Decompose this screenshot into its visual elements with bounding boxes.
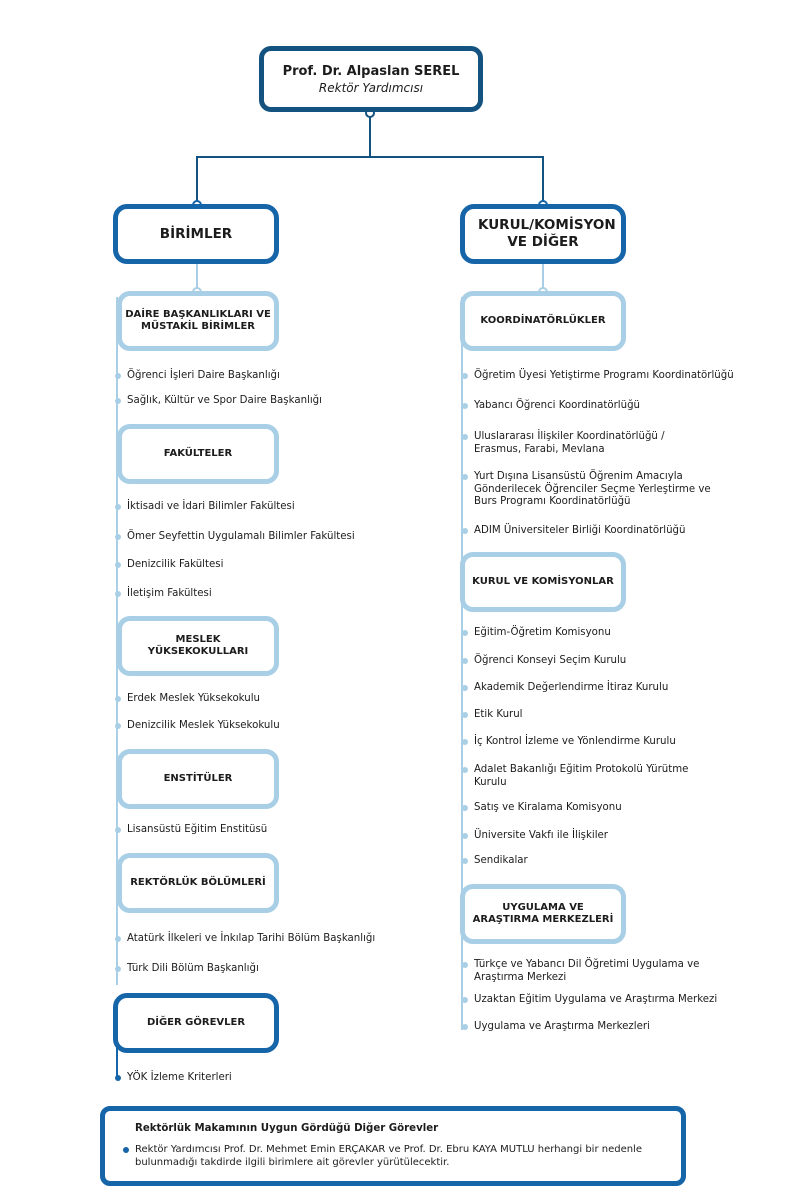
list-item: Üniversite Vakfı ile İlişkiler bbox=[474, 830, 608, 841]
list-item: Türk Dili Bölüm Başkanlığı bbox=[127, 963, 259, 974]
group-box bbox=[117, 616, 279, 676]
right-column-title: KURUL/KOMİSYON VE DİĞER bbox=[478, 217, 616, 250]
list-item: Adalet Bakanlığı Eğitim Protokolü Yürütme Kurulu bbox=[474, 764, 699, 789]
list-item: Öğrenci İşleri Daire Başkanlığı bbox=[127, 370, 280, 381]
list-item: Akademik Değerlendirme İtiraz Kurulu bbox=[474, 682, 669, 693]
list-item: Uygulama ve Araştırma Merkezleri bbox=[474, 1021, 650, 1032]
list-item: Sendikalar bbox=[474, 855, 528, 866]
note-box bbox=[100, 1106, 686, 1186]
left-column-title: BİRİMLER bbox=[159, 225, 233, 242]
group-box bbox=[460, 884, 626, 944]
list-item: Etik Kurul bbox=[474, 709, 523, 720]
group-box bbox=[117, 424, 279, 484]
list-item: Lisansüstü Eğitim Enstitüsü bbox=[127, 824, 268, 835]
list-item: Atatürk İlkeleri ve İnkılap Tarihi Bölüm Başkanlığı bbox=[127, 933, 376, 944]
note-title: Rektörlük Makamının Uygun Gördüğü Diğer Görevler bbox=[135, 1123, 439, 1134]
list-item: Yurt Dışına Lisansüstü Öğrenim Amacıyla Gönderilecek Öğrenciler Seçme Yerleştirme ve Burs Programı Koordinatörlüğü bbox=[474, 471, 736, 509]
other-duties-title: DİĞER GÖREVLER bbox=[146, 1017, 246, 1028]
group-box bbox=[117, 853, 279, 913]
list-item: Denizcilik Fakültesi bbox=[127, 559, 224, 570]
list-item: YÖK İzleme Kriterleri bbox=[127, 1072, 232, 1083]
list-item: Erdek Meslek Yüksekokulu bbox=[127, 693, 261, 704]
list-item: İktisadi ve İdari Bilimler Fakültesi bbox=[127, 501, 295, 512]
list-item: Uluslararası İlişkiler Koordinatörlüğü / Erasmus, Farabi, Mevlana bbox=[474, 431, 704, 456]
list-item: Sağlık, Kültür ve Spor Daire Başkanlığı bbox=[127, 395, 322, 406]
list-item: Öğretim Üyesi Yetiştirme Programı Koordinatörlüğü bbox=[474, 370, 734, 381]
group-title: MESLEK YÜKSEKOKULLARI bbox=[147, 634, 249, 657]
left-column-header bbox=[113, 204, 279, 264]
head-name: Prof. Dr. Alpaslan SEREL bbox=[282, 63, 460, 79]
list-item: Eğitim-Öğretim Komisyonu bbox=[474, 627, 611, 638]
list-item: Ömer Seyfettin Uygulamalı Bilimler Fakültesi bbox=[127, 531, 355, 542]
list-item: Denizcilik Meslek Yüksekokulu bbox=[127, 720, 280, 731]
note-text: Rektör Yardımcısı Prof. Dr. Mehmet Emin ERÇAKAR ve Prof. Dr. Ebru KAYA MUTLU herhangi bir nedenle bulunmadığı takdirde ilgili birimlere ait görevler yürütülecektir. bbox=[135, 1144, 675, 1169]
group-box bbox=[117, 291, 279, 351]
head-title: Rektör Yardımcısı bbox=[318, 80, 424, 95]
right-column-header bbox=[460, 204, 626, 264]
list-item: Türkçe ve Yabancı Dil Öğretimi Uygulama ve Araştırma Merkezi bbox=[474, 959, 736, 984]
group-title: KURUL VE KOMİSYONLAR bbox=[472, 576, 614, 587]
list-item: Yabancı Öğrenci Koordinatörlüğü bbox=[474, 400, 641, 411]
group-title: FAKÜLTELER bbox=[163, 448, 233, 459]
list-item: ADIM Üniversiteler Birliği Koordinatörlüğü bbox=[474, 525, 686, 536]
group-box bbox=[460, 291, 626, 351]
list-item: Uzaktan Eğitim Uygulama ve Araştırma Merkezi bbox=[474, 994, 718, 1005]
list-item: Satış ve Kiralama Komisyonu bbox=[474, 802, 622, 813]
group-title: KOORDİNATÖRLÜKLER bbox=[480, 315, 606, 326]
list-item: İletişim Fakültesi bbox=[127, 588, 212, 599]
list-item: Öğrenci Konseyi Seçim Kurulu bbox=[474, 655, 627, 666]
list-item: İç Kontrol İzleme ve Yönlendirme Kurulu bbox=[474, 736, 676, 747]
group-title: DAİRE BAŞKANLIKLARI VE MÜSTAKİL BİRİMLER bbox=[125, 309, 271, 332]
group-title: REKTÖRLÜK BÖLÜMLERİ bbox=[130, 877, 266, 888]
group-title: UYGULAMA VE ARAŞTIRMA MERKEZLERİ bbox=[472, 902, 614, 925]
head-box bbox=[259, 46, 483, 112]
other-duties-box bbox=[113, 993, 279, 1053]
group-box bbox=[460, 552, 626, 612]
group-box bbox=[117, 749, 279, 809]
group-title: ENSTİTÜLER bbox=[163, 773, 233, 784]
